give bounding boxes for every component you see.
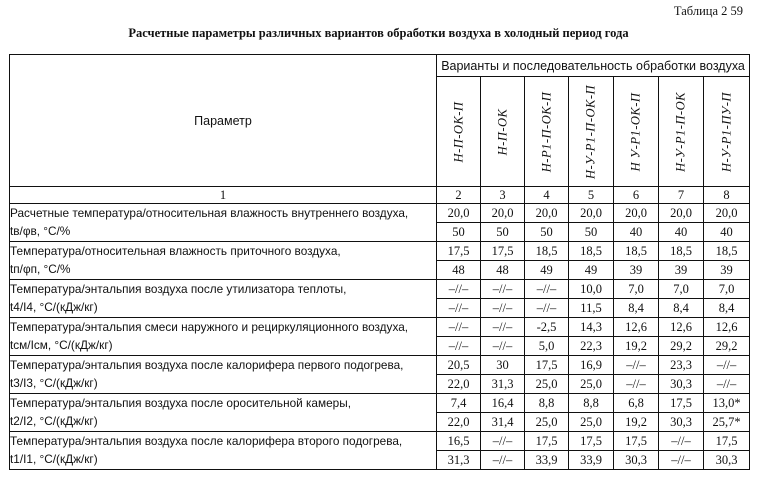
table-row bbox=[10, 356, 750, 375]
parameter-symbol: t3/I3, °С/(кДж/кг) bbox=[10, 376, 98, 390]
parameter-cell bbox=[10, 356, 437, 394]
parameter-description: Расчетные температура/относительная влажность внутреннего воздуха, bbox=[10, 206, 409, 220]
value-cell: 30,3 bbox=[659, 375, 704, 394]
value-cell: 30,3 bbox=[659, 413, 704, 432]
value-cell: 30 bbox=[481, 356, 525, 375]
value-cell: 5,0 bbox=[525, 337, 569, 356]
value-cell: 25,0 bbox=[569, 413, 614, 432]
parameter-cell bbox=[10, 242, 437, 280]
value-cell: 7,0 bbox=[659, 280, 704, 299]
value-cell: 14,3 bbox=[569, 318, 614, 337]
value-cell: –//– bbox=[614, 375, 659, 394]
value-cell: 40 bbox=[704, 223, 750, 242]
value-cell: 33,9 bbox=[525, 451, 569, 470]
value-cell: 20,0 bbox=[481, 204, 525, 223]
value-cell: 30,3 bbox=[704, 451, 750, 470]
variants-group-header: Варианты и последовательность обработки воздуха bbox=[437, 55, 750, 77]
parameter-symbol: tв/φв, °С/% bbox=[10, 224, 71, 238]
column-number-6: 6 bbox=[614, 187, 659, 204]
value-cell: –//– bbox=[525, 280, 569, 299]
column-number-4: 4 bbox=[525, 187, 569, 204]
value-cell: 31,3 bbox=[437, 451, 481, 470]
value-cell: 19,2 bbox=[614, 337, 659, 356]
value-cell: 7,4 bbox=[437, 394, 481, 413]
value-cell: 18,5 bbox=[614, 242, 659, 261]
variant-header-6 bbox=[659, 77, 704, 187]
value-cell: 11,5 bbox=[569, 299, 614, 318]
value-cell: 48 bbox=[437, 261, 481, 280]
variant-header-5 bbox=[614, 77, 659, 187]
value-cell: 25,0 bbox=[525, 375, 569, 394]
parameter-cell bbox=[10, 204, 437, 242]
value-cell: 18,5 bbox=[525, 242, 569, 261]
value-cell: 19,2 bbox=[614, 413, 659, 432]
value-cell: 20,0 bbox=[569, 204, 614, 223]
parameter-cell bbox=[10, 280, 437, 318]
column-number-3: 3 bbox=[481, 187, 525, 204]
parameter-cell bbox=[10, 394, 437, 432]
value-cell: 13,0* bbox=[704, 394, 750, 413]
value-cell: 23,3 bbox=[659, 356, 704, 375]
value-cell: –//– bbox=[481, 337, 525, 356]
value-cell: 20,0 bbox=[614, 204, 659, 223]
value-cell: 10,0 bbox=[569, 280, 614, 299]
value-cell: –//– bbox=[437, 337, 481, 356]
value-cell: –//– bbox=[437, 280, 481, 299]
value-cell: 22,3 bbox=[569, 337, 614, 356]
value-cell: 48 bbox=[481, 261, 525, 280]
table-row bbox=[10, 280, 750, 299]
value-cell: 22,0 bbox=[437, 413, 481, 432]
value-cell: 6,8 bbox=[614, 394, 659, 413]
value-cell: 49 bbox=[569, 261, 614, 280]
parameter-symbol: t2/I2, °С/(кДж/кг) bbox=[10, 414, 98, 428]
variant-header-4 bbox=[569, 77, 614, 187]
value-cell: 17,5 bbox=[659, 394, 704, 413]
value-cell: –//– bbox=[481, 280, 525, 299]
value-cell: 17,5 bbox=[525, 356, 569, 375]
value-cell: –//– bbox=[704, 375, 750, 394]
value-cell: 18,5 bbox=[704, 242, 750, 261]
value-cell: 49 bbox=[525, 261, 569, 280]
parameter-cell bbox=[10, 432, 437, 470]
table-row bbox=[10, 242, 750, 261]
value-cell: 40 bbox=[614, 223, 659, 242]
variant-label: Н-У-Р1-П-ОК bbox=[673, 91, 688, 172]
value-cell: 33,9 bbox=[569, 451, 614, 470]
value-cell: 8,8 bbox=[525, 394, 569, 413]
value-cell: 39 bbox=[614, 261, 659, 280]
value-cell: 50 bbox=[525, 223, 569, 242]
value-cell: 25,7* bbox=[704, 413, 750, 432]
parameter-symbol: t4/I4, °С/(кДж/кг) bbox=[10, 300, 98, 314]
value-cell: 50 bbox=[569, 223, 614, 242]
value-cell: –//– bbox=[704, 356, 750, 375]
value-cell: 20,0 bbox=[437, 204, 481, 223]
value-cell: –//– bbox=[659, 451, 704, 470]
variant-header-7 bbox=[704, 77, 750, 187]
value-cell: 16,5 bbox=[437, 432, 481, 451]
value-cell: 18,5 bbox=[569, 242, 614, 261]
value-cell: 29,2 bbox=[704, 337, 750, 356]
value-cell: 22,0 bbox=[437, 375, 481, 394]
parameter-symbol: tсм/Iсм, °С/(кДж/кг) bbox=[10, 338, 113, 352]
parameter-symbol: t1/I1, °С/(кДж/кг) bbox=[10, 452, 98, 466]
value-cell: –//– bbox=[481, 451, 525, 470]
value-cell: 17,5 bbox=[704, 432, 750, 451]
value-cell: –//– bbox=[481, 318, 525, 337]
parameter-description: Температура/энтальпия воздуха после калорифера первого подогрева, bbox=[10, 358, 404, 372]
parameter-description: Температура/энтальпия воздуха после калорифера второго подогрева, bbox=[10, 434, 403, 448]
value-cell: 30,3 bbox=[614, 451, 659, 470]
parameters-table bbox=[9, 54, 750, 470]
value-cell: 17,5 bbox=[481, 242, 525, 261]
value-cell: 17,5 bbox=[569, 432, 614, 451]
value-cell: 18,5 bbox=[659, 242, 704, 261]
table-row bbox=[10, 394, 750, 413]
value-cell: 12,6 bbox=[659, 318, 704, 337]
parameter-column-header: Параметр bbox=[10, 55, 437, 187]
value-cell: 7,0 bbox=[614, 280, 659, 299]
value-cell: 20,5 bbox=[437, 356, 481, 375]
value-cell: 25,0 bbox=[569, 375, 614, 394]
variant-label: Н-Р1-П-ОК-П bbox=[539, 91, 553, 172]
parameter-symbol: tп/φп, °С/% bbox=[10, 262, 71, 276]
value-cell: 8,4 bbox=[659, 299, 704, 318]
value-cell: 17,5 bbox=[525, 432, 569, 451]
value-cell: 29,2 bbox=[659, 337, 704, 356]
value-cell: 16,4 bbox=[481, 394, 525, 413]
value-cell: –//– bbox=[481, 432, 525, 451]
column-number-1: 1 bbox=[10, 187, 437, 204]
variant-label: Н-У-Р1-П-ОК-П bbox=[583, 84, 598, 179]
parameter-description: Температура/энтальпия воздуха после оросительной камеры, bbox=[10, 396, 351, 410]
value-cell: 20,0 bbox=[659, 204, 704, 223]
value-cell: 20,0 bbox=[704, 204, 750, 223]
table-row bbox=[10, 432, 750, 451]
variant-header-1 bbox=[437, 77, 481, 187]
parameter-description: Температура/относительная влажность приточного воздуха, bbox=[10, 244, 341, 258]
value-cell: –//– bbox=[437, 299, 481, 318]
table-row bbox=[10, 318, 750, 337]
value-cell: 39 bbox=[704, 261, 750, 280]
column-number-2: 2 bbox=[437, 187, 481, 204]
variant-label: Н-П-ОК bbox=[495, 108, 509, 155]
value-cell: 31,4 bbox=[481, 413, 525, 432]
value-cell: 25,0 bbox=[525, 413, 569, 432]
value-cell: 12,6 bbox=[614, 318, 659, 337]
value-cell: 17,5 bbox=[614, 432, 659, 451]
variant-label: Н У-Р1-ОК-П bbox=[628, 92, 643, 171]
column-number-5: 5 bbox=[569, 187, 614, 204]
value-cell: -2,5 bbox=[525, 318, 569, 337]
value-cell: 17,5 bbox=[437, 242, 481, 261]
value-cell: 8,4 bbox=[704, 299, 750, 318]
column-number-7: 7 bbox=[659, 187, 704, 204]
variant-label: Н-П-ОК-П bbox=[451, 101, 465, 162]
parameter-description: Температура/энтальпия смеси наружного и рециркуляционного воздуха, bbox=[10, 320, 409, 334]
value-cell: 12,6 bbox=[704, 318, 750, 337]
table-row bbox=[10, 204, 750, 223]
variant-header-2 bbox=[481, 77, 525, 187]
value-cell: 8,4 bbox=[614, 299, 659, 318]
value-cell: 40 bbox=[659, 223, 704, 242]
value-cell: –//– bbox=[614, 356, 659, 375]
parameter-description: Температура/энтальпия воздуха после утилизатора теплоты, bbox=[10, 282, 347, 296]
table-number: Таблица 2 59 bbox=[673, 4, 743, 18]
value-cell: 50 bbox=[437, 223, 481, 242]
value-cell: 39 bbox=[659, 261, 704, 280]
parameter-cell bbox=[10, 318, 437, 356]
value-cell: –//– bbox=[525, 299, 569, 318]
table-caption: Расчетные параметры различных вариантов обработки воздуха в холодный период года bbox=[128, 26, 629, 40]
value-cell: –//– bbox=[481, 299, 525, 318]
value-cell: 8,8 bbox=[569, 394, 614, 413]
column-number-8: 8 bbox=[704, 187, 750, 204]
value-cell: –//– bbox=[659, 432, 704, 451]
value-cell: –//– bbox=[437, 318, 481, 337]
value-cell: 50 bbox=[481, 223, 525, 242]
variant-header-3 bbox=[525, 77, 569, 187]
value-cell: 16,9 bbox=[569, 356, 614, 375]
value-cell: 31,3 bbox=[481, 375, 525, 394]
value-cell: 7,0 bbox=[704, 280, 750, 299]
value-cell: 20,0 bbox=[525, 204, 569, 223]
variant-label: Н-У-Р1-ПУ-П bbox=[719, 91, 734, 172]
